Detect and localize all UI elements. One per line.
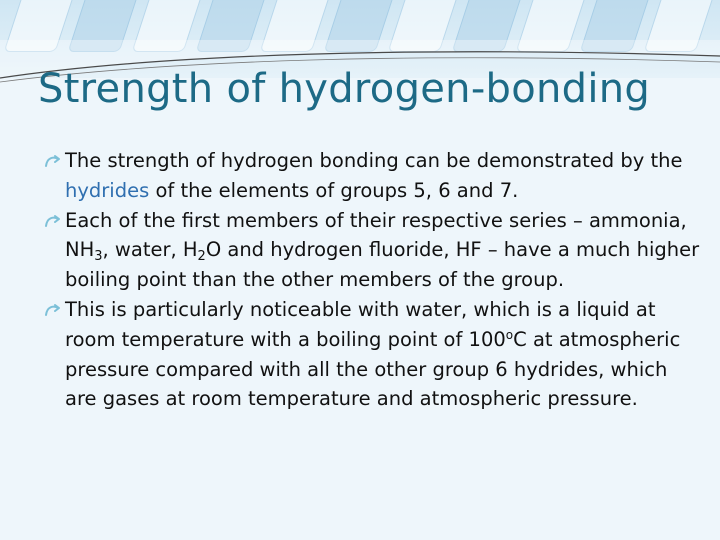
bullet-text: The strength of hydrogen bonding can be demonstrated by the xyxy=(65,149,683,172)
bullet-text: of the elements of groups 5, 6 and 7. xyxy=(149,178,519,202)
subscript: 3 xyxy=(94,249,103,265)
curly-arrow-bullet-icon xyxy=(44,302,62,318)
bullet-item xyxy=(44,206,700,295)
bullet-text: This is particularly noticeable with water, which is a liquid at room temperature with a boiling point of 100 xyxy=(65,297,656,351)
curly-arrow-bullet-icon xyxy=(44,153,62,169)
subscript: 2 xyxy=(197,249,206,265)
bullet-item xyxy=(44,295,700,414)
bullet-text: O and hydrogen fluoride, HF – have a much higher boiling point than the other members of the group. xyxy=(65,238,700,292)
bullet-item xyxy=(44,146,700,206)
bullet-text: C at atmospheric pressure compared with all the other group 6 hydrides, which are gases at room temperature and atmospheric pressure. xyxy=(65,327,681,411)
superscript: o xyxy=(505,327,514,342)
bullet-text: , water, H xyxy=(102,238,198,262)
slide-title: Strength of hydrogen-bonding xyxy=(38,66,651,112)
bullet-text: Each of the first members of their respective series – ammonia, NH xyxy=(65,208,687,262)
curly-arrow-bullet-icon xyxy=(44,213,62,229)
hydrides-link-text: hydrides xyxy=(65,178,150,202)
bullet-list xyxy=(44,146,700,414)
